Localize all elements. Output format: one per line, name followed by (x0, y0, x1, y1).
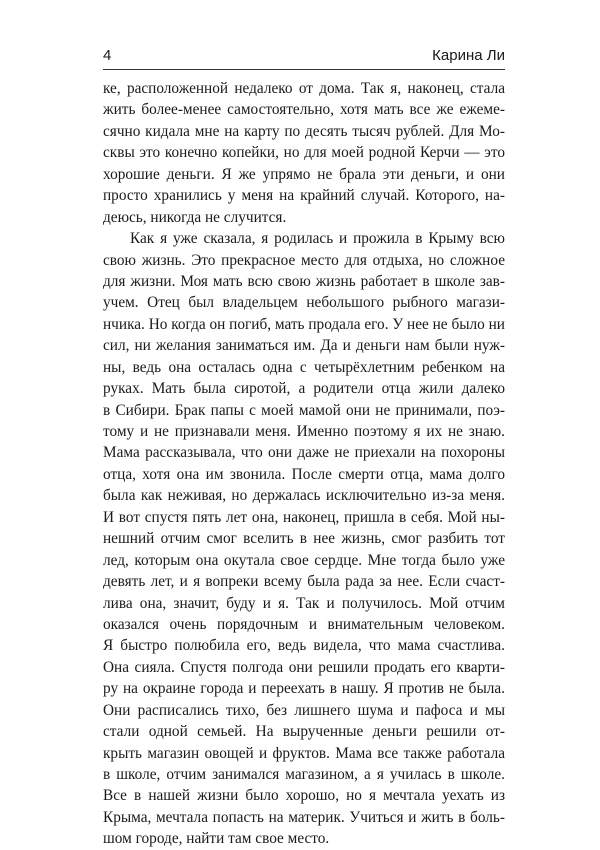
page-number: 4 (103, 47, 112, 64)
text-line: стали одной семьей. На вырученные деньги решили от- (103, 723, 505, 741)
text-line: Она сияла. Спустя полгода они решили продать его кварти- (103, 658, 505, 676)
text-line: Они расписались тихо, без лишнего шума и пафоса и мы (103, 701, 505, 719)
text-line: сквы это конечно копейки, но для моей родной Керчи — это (103, 144, 505, 162)
text-line: отца, хотя она им звонила. После смерти отца, мама долго (103, 465, 505, 483)
text-line: свою жизнь. Это прекрасное место для отдыха, но сложное (103, 251, 505, 269)
text-line: жить более-менее самостоятельно, хотя мать все же ежеме- (103, 101, 505, 119)
text-line: Все в нашей жизни было хорошо, но я мечтала уехать из (103, 787, 505, 805)
text-line: ке, расположенной недалеко от дома. Так я, наконец, стала (103, 80, 505, 97)
text-line: И вот спустя пять лет она, наконец, пришла в себя. Мой ны- (103, 508, 505, 526)
running-header (103, 43, 505, 70)
text-line: руках. Мать была сиротой, а родители отца жили далеко (103, 380, 505, 398)
text-line: ру на окраине города и переехать в нашу. Я против не была. (103, 680, 505, 698)
text-line: деюсь, никогда не случится. (103, 208, 287, 226)
body-text (103, 78, 505, 850)
text-line: в школе, отчим занимался магазином, а я училась в школе. (103, 766, 505, 783)
text-line: девять лет, и я вопреки всему была рада за нее. Если счаст- (103, 573, 505, 591)
book-author: Карина Ли (432, 47, 505, 64)
text-line: хорошие деньги. Я же упрямо не брала эти деньги, и они (103, 165, 505, 183)
text-line: Мама рассказывала, что они даже не приехали на похороны (103, 444, 505, 462)
text-line: крыть магазин овощей и фруктов. Мама все также работала (103, 744, 505, 762)
text-line: для жизни. Моя мать всю свою жизнь работает в школе зав- (103, 272, 505, 290)
text-line: просто хранились у меня на крайний случай. Которого, на- (103, 187, 505, 205)
text-line: нешний отчим смог вселить в нее жизнь, смог разбить тот (103, 530, 505, 548)
text-line: Я быстро полюбила его, ведь видела, что мама счастлива. (103, 637, 505, 655)
text-line: шом городе, найти там свое место. (103, 830, 330, 848)
text-line: лива она, значит, буду и я. Так и получилось. Мой отчим (103, 594, 505, 612)
text-line: оказался очень порядочным и внимательным человеком. (103, 615, 505, 633)
text-line: нчика. Но когда он погиб, мать продала его. У нее не было ни (103, 315, 505, 333)
text-line: сил, ни желания заниматься им. Да и деньги нам были нуж- (103, 337, 505, 355)
text-line: в Сибири. Брак папы с моей мамой они не принимали, поэ- (103, 401, 505, 419)
text-line: учем. Отец был владельцем небольшого рыбного магази- (103, 294, 505, 312)
paragraph-first-line: Как я уже сказала, я родилась и прожила в Крыму всю (130, 230, 505, 248)
text-line: сячно кидала мне на карту по десять тысяч рублей. Для Мо- (103, 122, 505, 140)
text-line: лед, которым она окутала свое сердце. Мне тогда было уже (103, 551, 505, 569)
text-line: была как неживая, но держалась исключительно из-за меня. (103, 487, 505, 505)
text-line: Крыма, мечтала попасть на материк. Учиться и жить в боль- (103, 808, 505, 826)
text-line: ны, ведь она осталась одна с четырёхлетним ребенком на (103, 358, 505, 376)
text-line: тому и не признавали меня. Именно поэтому я их не знаю. (103, 423, 505, 440)
